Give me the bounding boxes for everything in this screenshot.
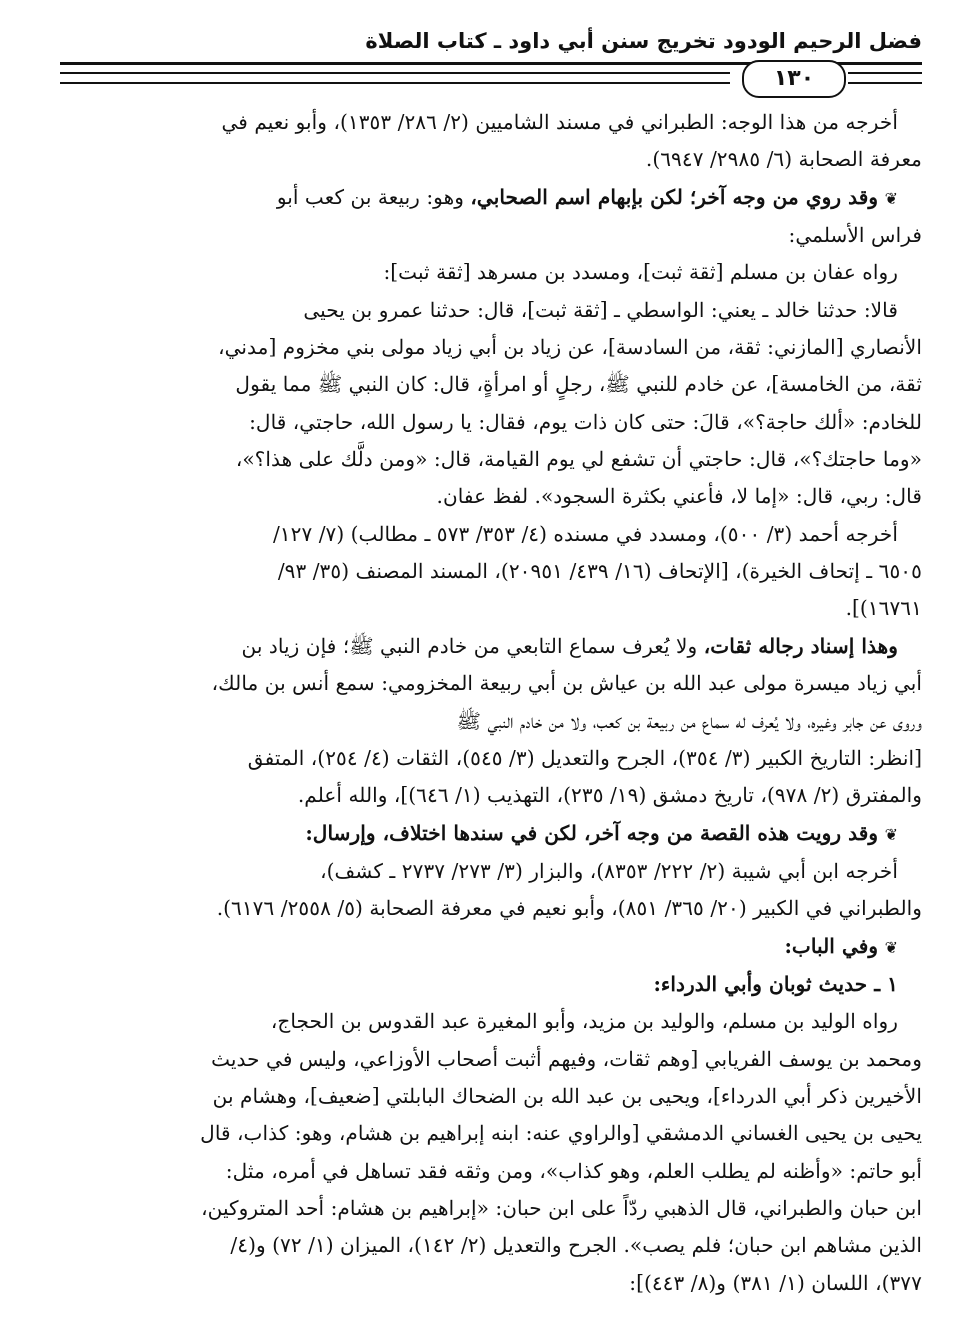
paragraph-text: رواه عفان بن مسلم [ثقة ثبت]، ومسدد بن مسرهد [ثقة ثبت]: [383,260,898,285]
paragraph-text: أخرجه من هذا الوجه: الطبراني في مسند الشاميين (٢/ ٢٨٦/ ١٣٥٣)، وأبو نعيم في معرفة الصحابة (٦/ ٢٩٨٥/ ٦٩٤٧). [221,110,922,172]
paragraph [60,516,922,628]
flower-mark-icon: ❦ [884,937,898,957]
bold-lead: وقد روي من وجه آخر؛ لكن بإبهام اسم الصحابي، [470,184,879,209]
bold-lead: وفي الباب: [784,933,879,958]
page-number: ١٣٠ [742,60,846,98]
paragraph-text: ولا يُعرف سماع التابعي من خادم النبي ﷺ؛ فإن زياد بن أبي زياد ميسرة مولى عبد الله بن عياش بن أبي ربيعة المخزومي: سمع أنس بن مالك، وروى عن جابر وغيره، ولا يُعرف له سماع من ربيعة بن كعب، ولا من خادم النبي ﷺ [انظر: التاريخ الكبير (٣/ ٣٥٤)، الجرح والتعديل (٣/ ٥٤٥)، الثقات (٤/ ٢٥٤)، المتفق والمفترق (٢/ ٩٧٨)، تاريخ دمشق (١٩/ ٢٣٥)، التهذيب (١/ ٦٤٦)]، والله أعلم. [211,633,922,808]
flower-mark-icon: ❦ [884,824,898,844]
header-double-rule-left [60,72,730,84]
paragraph [60,292,922,516]
paragraph-text: قالا: حدثنا خالد ـ يعني: الواسطي ـ [ثقة ثبت]، قال: حدثنا عمرو بن يحيى الأنصاري [المازني: ثقة، من السادسة]، عن زياد بن أبي زياد مولى بني مخزوم [مدني، ثقة، من الخامسة]، عن خادم للنبي ﷺ، رجلٍ أو امرأةٍ، قال: كان النبي ﷺ مما يقول للخادم: «ألك حاجة؟»، قالَ: حتى كان ذات يوم، فقال: يا رسول الله، حاجتي، قال: «وما حاجتك؟»، قال: حاجتي أن تشفع لي يوم القيامة، قال: «ومن دلَّك على هذا؟»، قال: ربي، قال: «إما لا، فأعني بكثرة السجود». لفظ عفان. [218,297,922,509]
paragraph [60,1003,922,1302]
paragraph [60,966,922,1003]
paragraph [60,853,922,928]
page-body [60,104,922,1302]
page-header [60,14,922,106]
paragraph [60,928,922,966]
paragraph-text: وهو: ربيعة بن كعب أبو فراس الأسلمي: [276,184,922,248]
paragraph [60,179,922,255]
paragraph [60,104,922,179]
paragraph-text: رواه الوليد بن مسلم، والوليد بن مزيد، وأبو المغيرة عبد القدوس بن الحجاج، ومحمد بن يوسف الفريابي [وهم ثقات، وفيهم أثبت أصحاب الأوزاعي، وليس في حديث الأخيرين ذكر أبي الدرداء]، ويحيى بن عبد الله بن الضحاك البابلتي [ضعيف]، وهشام بن يحيى بن يحيى الغساني الدمشقي [والراوي عنه: ابنه إبراهيم بن هشام، وهو: كذاب، قال أبو حاتم: «وأظنه لم يطلب العلم، وهو كذاب»، ومن وثقه فقد تساهل في أمره، مثل: ابن حبان والطبراني، قال الذهبي ردّاً على ابن حبان: «إبراهيم بن هشام: أحد المتروكين، الذين مشاهم ابن حبان؛ فلم يصب». الجرح والتعديل (٢/ ١٤٢)، الميزان (١/ ٧٢) و(٤/ ٣٧٧)، اللسان (١/ ٣٨١) و(٨/ ٤٤٣)]: [200,1009,922,1295]
paragraph [60,628,922,815]
flower-mark-icon: ❦ [884,188,898,208]
header-double-rule-right [848,72,922,84]
bold-lead: ١ ـ حديث ثوبان وأبي الدرداء: [653,971,898,996]
paragraph-text: أخرجه أحمد (٣/ ٥٠٠)، ومسدد في مسنده (٤/ ٣٥٣/ ٥٧٣ ـ مطالب) (٧/ ١٢٧/ ٦٥٠٥ ـ إتحاف الخيرة)، [الإتحاف (١٦/ ٤٣٩/ ٢٠٩٥١)، المسند المصنف (٣٥/ ٩٣/ ١٦٧٦١)]. [272,521,922,621]
running-title: فضل الرحيم الودود تخريج سنن أبي داود ـ كتاب الصلاة [365,29,922,53]
paragraph-text: أخرجه ابن أبي شيبة (٢/ ٢٢٢/ ٨٣٥٣)، والبزار (٣/ ٢٧٣/ ٢٧٣٧ ـ كشف)، والطبراني في الكبير (٢٠/ ٣٦٥/ ٨٥١)، وأبو نعيم في معرفة الصحابة (٥/ ٢٥٥٨/ ٦١٧٦). [216,858,922,921]
bold-lead: وقد رويت هذه القصة من وجه آخر، لكن في سندها اختلاف، وإرسال: [305,820,879,845]
bold-lead: وهذا إسناد رجاله ثقات، [703,633,898,658]
paragraph [60,254,922,291]
paragraph [60,815,922,853]
